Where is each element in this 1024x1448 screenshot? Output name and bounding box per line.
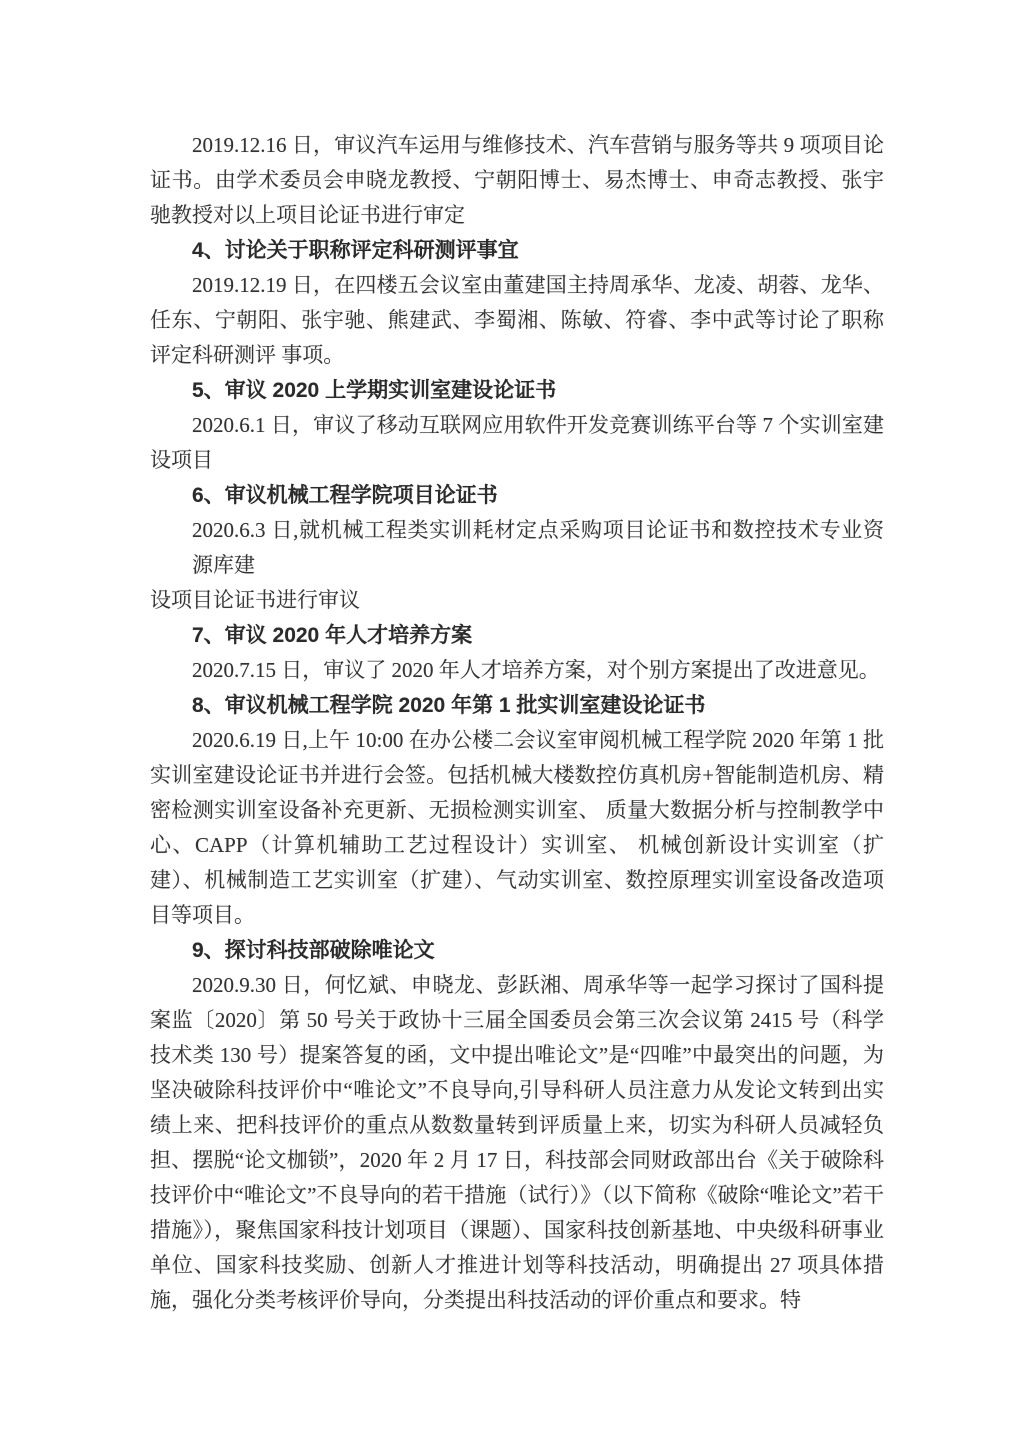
heading-item8: 8、审议机械工程学院 2020 年第 1 批实训室建设论证书 bbox=[192, 694, 706, 717]
paragraph-item7-body: 2020.7.15 日，审议了 2020 年人才培养方案，对个别方案提出了改进意见。 bbox=[192, 658, 880, 682]
heading-item6: 6、审议机械工程学院项目论证书 bbox=[192, 484, 498, 507]
heading-item7: 7、审议 2020 年人才培养方案 bbox=[192, 624, 473, 647]
heading-item4: 4、讨论关于职称评定科研测评事宜 bbox=[192, 239, 519, 262]
paragraph-item9-body: 2020.9.30 日，何忆斌、申晓龙、彭跃湘、周承华等一起学习探讨了国科提案监〔2020〕第 50 号关于政协十三届全国委员会第三次会议第 2415 号（科学技术类 130 号）提案答复的函，文中提出唯论文”是“四唯”中最突出的问题，为坚决破除科技评价中“唯论文”不良导向,引导科研人员注意力从发论文转到出实绩上来、把科技评价的重点从数数量转到评质量上来，切实为科研人员减轻负担、摆脱“论文枷锁”，2020 年 2 月 17 日，科技部会同财政部出台《关于破除科技评价中“唯论文”不良导向的若干措施（试行）》（以下简称《破除“唯论文”若干措施》），聚焦国家科技计划项目（课题）、国家科技创新基地、中央级科研事业单位、国家科技奖励、创新人才推进计划等科技活动，明确提出 27 项具体措施，强化分类考核评价导向，分类提出科技活动的评价重点和要求。特 bbox=[150, 973, 884, 1312]
paragraph-item4-body: 2019.12.19 日，在四楼五会议室由董建国主持周承华、龙凌、胡蓉、龙华、任东、宁朝阳、张宇驰、熊建武、李蜀湘、陈敏、符睿、李中武等讨论了职称评定科研测评 事项。 bbox=[150, 273, 884, 367]
paragraph-item6-body-part1: 2020.6.3 日,就机械工程类实训耗材定点采购项目论证书和数控技术专业资源库建 bbox=[192, 518, 884, 577]
paragraph-item8-body: 2020.6.19 日,上午 10:00 在办公楼二会议室审阅机械工程学院 2020 年第 1 批实训室建设论证书并进行会签。包括机械大楼数控仿真机房+智能制造机房、精密检测实训室设备补充更新、无损检测实训室、 质量大数据分析与控制教学中心、CAPP（计算机辅助工艺过程设计）实训室、 机械创新设计实训室（扩建）、机械制造工艺实训室（扩建）、气动实训室、数控原理实训室设备改造项目等项目。 bbox=[150, 728, 884, 927]
paragraph-item3-review-detail: 2019.12.16 日，审议汽车运用与维修技术、汽车营销与服务等共 9 项项目论证书。由学术委员会申晓龙教授、宁朝阳博士、易杰博士、申奇志教授、张宇驰教授对以上项目论证书进行审定 bbox=[150, 133, 884, 227]
document-content bbox=[150, 128, 884, 1318]
paragraph-item5-body: 2020.6.1 日，审议了移动互联网应用软件开发竞赛训练平台等 7 个实训室建设项目 bbox=[150, 413, 884, 472]
heading-item5: 5、审议 2020 上学期实训室建设论证书 bbox=[192, 379, 557, 402]
paragraph-item6-body-part2: 设项目论证书进行审议 bbox=[150, 588, 360, 612]
heading-item9: 9、探讨科技部破除唯论文 bbox=[192, 939, 435, 962]
